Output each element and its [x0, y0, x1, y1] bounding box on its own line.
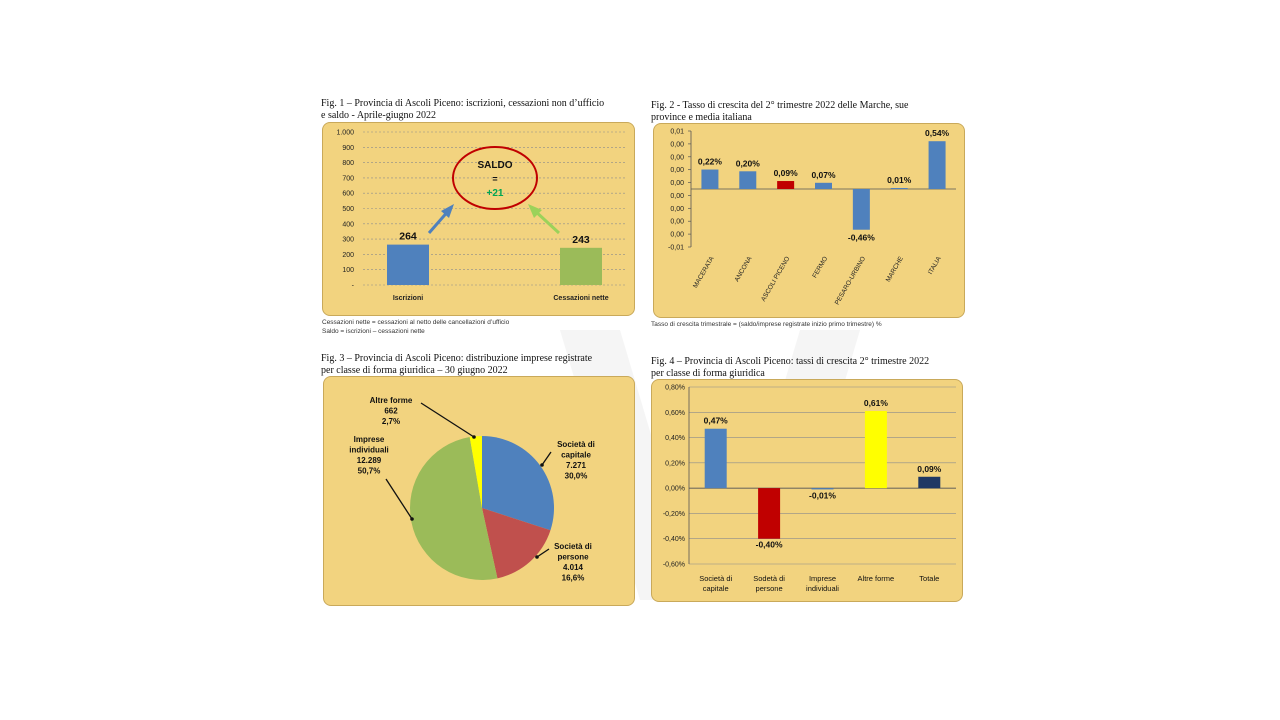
- y-tick-label: 0,80%: [665, 384, 685, 392]
- bar: [891, 188, 908, 189]
- pie-leader-line: [386, 479, 412, 519]
- pie-leader-tip: [410, 517, 414, 521]
- fig4-caption-line1: Fig. 4 – Provincia di Ascoli Piceno: tassi di crescita 2° trimestre 2022: [651, 356, 930, 367]
- y-tick-label: 500: [342, 206, 354, 213]
- y-tick-label: 0,00: [670, 180, 684, 188]
- x-category-label: Altre forme: [857, 574, 895, 583]
- bar-value-label: 0,09%: [917, 463, 942, 474]
- pie-label: 2,7%: [381, 417, 401, 426]
- bar-value-label: 0,20%: [735, 158, 760, 169]
- y-tick-label: 800: [342, 160, 354, 168]
- x-category-label: Cessazioni nette: [553, 295, 609, 302]
- saldo-equals: =: [492, 174, 498, 184]
- y-tick-label: 600: [342, 190, 354, 198]
- bar-value-label: 0,22%: [697, 156, 722, 167]
- bar: [560, 248, 602, 285]
- x-category-label: persone: [755, 584, 783, 593]
- pie-label: 30,0%: [564, 471, 588, 481]
- y-tick-label: 1.000: [336, 129, 354, 137]
- y-tick-label: 100: [342, 267, 354, 275]
- bar: [853, 189, 870, 230]
- pie-label: individuali: [349, 445, 389, 455]
- y-tick-label: 300: [342, 236, 354, 244]
- pie-label: 7.271: [565, 461, 587, 470]
- x-category-label: Sodetà di: [753, 574, 785, 583]
- fig2-chart: [654, 124, 964, 317]
- bar-value-label: 0,01%: [887, 175, 912, 185]
- fig1-notes: [322, 318, 642, 336]
- fig1-caption: [321, 98, 641, 121]
- y-tick-label: -: [351, 282, 354, 290]
- x-category-label: MACERATA: [692, 255, 716, 290]
- x-category-label: FERMO: [811, 255, 830, 280]
- y-tick-label: 0,00: [670, 167, 684, 175]
- pie-label: 662: [384, 406, 398, 416]
- y-tick-label: -0,40%: [662, 536, 685, 544]
- fig3-caption: [321, 353, 641, 376]
- bar-value-label: 0,61%: [863, 398, 888, 409]
- fig4-chart: [652, 380, 962, 601]
- x-category-label: Iscrizioni: [392, 295, 424, 302]
- y-tick-label: -0,20%: [662, 510, 685, 518]
- y-tick-label: 0,01: [670, 128, 684, 136]
- fig4-caption-line2: per classe di forma giuridica: [651, 367, 765, 379]
- fig1-panel: [322, 122, 635, 316]
- x-category-label: Società di: [699, 574, 733, 583]
- bar: [812, 488, 834, 489]
- x-category-label: Totale: [919, 574, 940, 583]
- bar-value-label: -0,40%: [755, 539, 783, 550]
- bar: [815, 183, 832, 189]
- y-tick-label: 400: [342, 221, 354, 229]
- x-category-label: ITALIA: [927, 255, 943, 276]
- fig1-chart: [323, 123, 634, 315]
- bar: [701, 170, 718, 189]
- y-tick-label: 0,00: [670, 205, 684, 213]
- x-category-label: capitale: [702, 584, 729, 593]
- pie-leader-line: [542, 452, 551, 465]
- y-tick-label: 700: [342, 175, 354, 183]
- pie-leader-tip: [535, 555, 539, 559]
- y-tick-label: 0,00: [670, 192, 684, 200]
- x-category-label: individuali: [806, 584, 839, 593]
- bar-value-label: 0,07%: [811, 169, 836, 180]
- fig1-note-line2: Saldo = iscrizioni – cessazioni nette: [322, 328, 425, 335]
- y-tick-label: 0,00: [670, 218, 684, 226]
- bar-value-label: -0,01%: [809, 490, 836, 501]
- y-tick-label: 0,00: [670, 141, 684, 149]
- x-category-label: ANCONA: [733, 255, 754, 284]
- y-tick-label: -0,01: [668, 244, 684, 252]
- fig1-caption-line1: Fig. 1 – Provincia di Ascoli Piceno: iscrizioni, cessazioni non d’ufficio: [321, 98, 605, 109]
- y-tick-label: -0,60%: [662, 561, 685, 569]
- y-tick-label: 0,60%: [665, 409, 685, 417]
- bar: [705, 429, 727, 488]
- bar: [929, 141, 946, 189]
- fig2-caption-line1: Fig. 2 - Tasso di crescita del 2° trimestre 2022 delle Marche, sue: [651, 100, 909, 111]
- fig3-caption-line2: per classe di forma giuridica – 30 giugno 2022: [321, 364, 508, 376]
- saldo-title: SALDO: [477, 160, 513, 171]
- pie-label: Altre forme: [369, 396, 413, 405]
- fig2-note: Tasso di crescita trimestrale = (saldo/imprese registrate inizio primo trimestre) %: [651, 321, 882, 328]
- fig2-panel: [653, 123, 965, 318]
- fig2-caption: [651, 100, 966, 123]
- bar-value-label: 0,09%: [773, 168, 798, 179]
- pie-label: 50,7%: [357, 466, 381, 476]
- fig1-note-line1: Cessazioni nette = cessazioni al netto delle cancellazioni d’ufficio: [322, 319, 510, 326]
- y-tick-label: 0,00%: [665, 485, 685, 493]
- x-category-label: ASCOLI PICENO: [760, 255, 792, 303]
- fig3-panel: [323, 376, 635, 606]
- fig3-chart: [324, 377, 634, 605]
- saldo-value: +21: [486, 188, 504, 199]
- pie-leader-tip: [540, 463, 544, 467]
- y-tick-label: 0,40%: [665, 435, 685, 443]
- fig3-caption-line1: Fig. 3 – Provincia di Ascoli Piceno: distribuzione imprese registrate: [321, 353, 593, 364]
- bar: [865, 411, 887, 488]
- pie-leader-tip: [472, 435, 476, 439]
- pie-label: capitale: [561, 450, 591, 460]
- bar: [739, 171, 756, 189]
- y-tick-label: 900: [342, 144, 354, 152]
- y-tick-label: 0,00: [670, 231, 684, 239]
- bar-value-label: 243: [572, 233, 590, 246]
- x-category-label: MARCHE: [884, 255, 905, 284]
- x-category-label: PESARO-URBINO: [833, 255, 868, 307]
- bar: [918, 477, 940, 488]
- fig4-caption: [651, 356, 971, 379]
- bar-value-label: 0,47%: [703, 415, 728, 426]
- y-tick-label: 0,00: [670, 154, 684, 162]
- pie-label: Imprese: [353, 435, 385, 444]
- pie-label: Società di: [554, 542, 592, 551]
- bar-value-label: 264: [399, 230, 417, 243]
- fig1-caption-line2: e saldo - Aprile-giugno 2022: [321, 109, 436, 121]
- fig4-panel: [651, 379, 963, 602]
- x-category-label: Imprese: [808, 574, 837, 583]
- bar-value-label: 0,54%: [925, 128, 950, 139]
- pie-leader-line: [421, 403, 474, 437]
- y-tick-label: 0,20%: [665, 460, 685, 468]
- y-tick-label: 200: [342, 251, 354, 259]
- pie-label: Società di: [557, 440, 595, 449]
- bar: [777, 181, 794, 189]
- bar-value-label: -0,46%: [847, 232, 875, 243]
- pie-label: persone: [557, 552, 589, 562]
- pie-label: 16,6%: [561, 573, 585, 583]
- bar: [758, 488, 780, 539]
- pie-label: 12.289: [356, 456, 382, 465]
- pie-label: 4.014: [562, 563, 584, 572]
- fig2-caption-line2: province e media italiana: [651, 111, 752, 123]
- bar: [387, 245, 429, 285]
